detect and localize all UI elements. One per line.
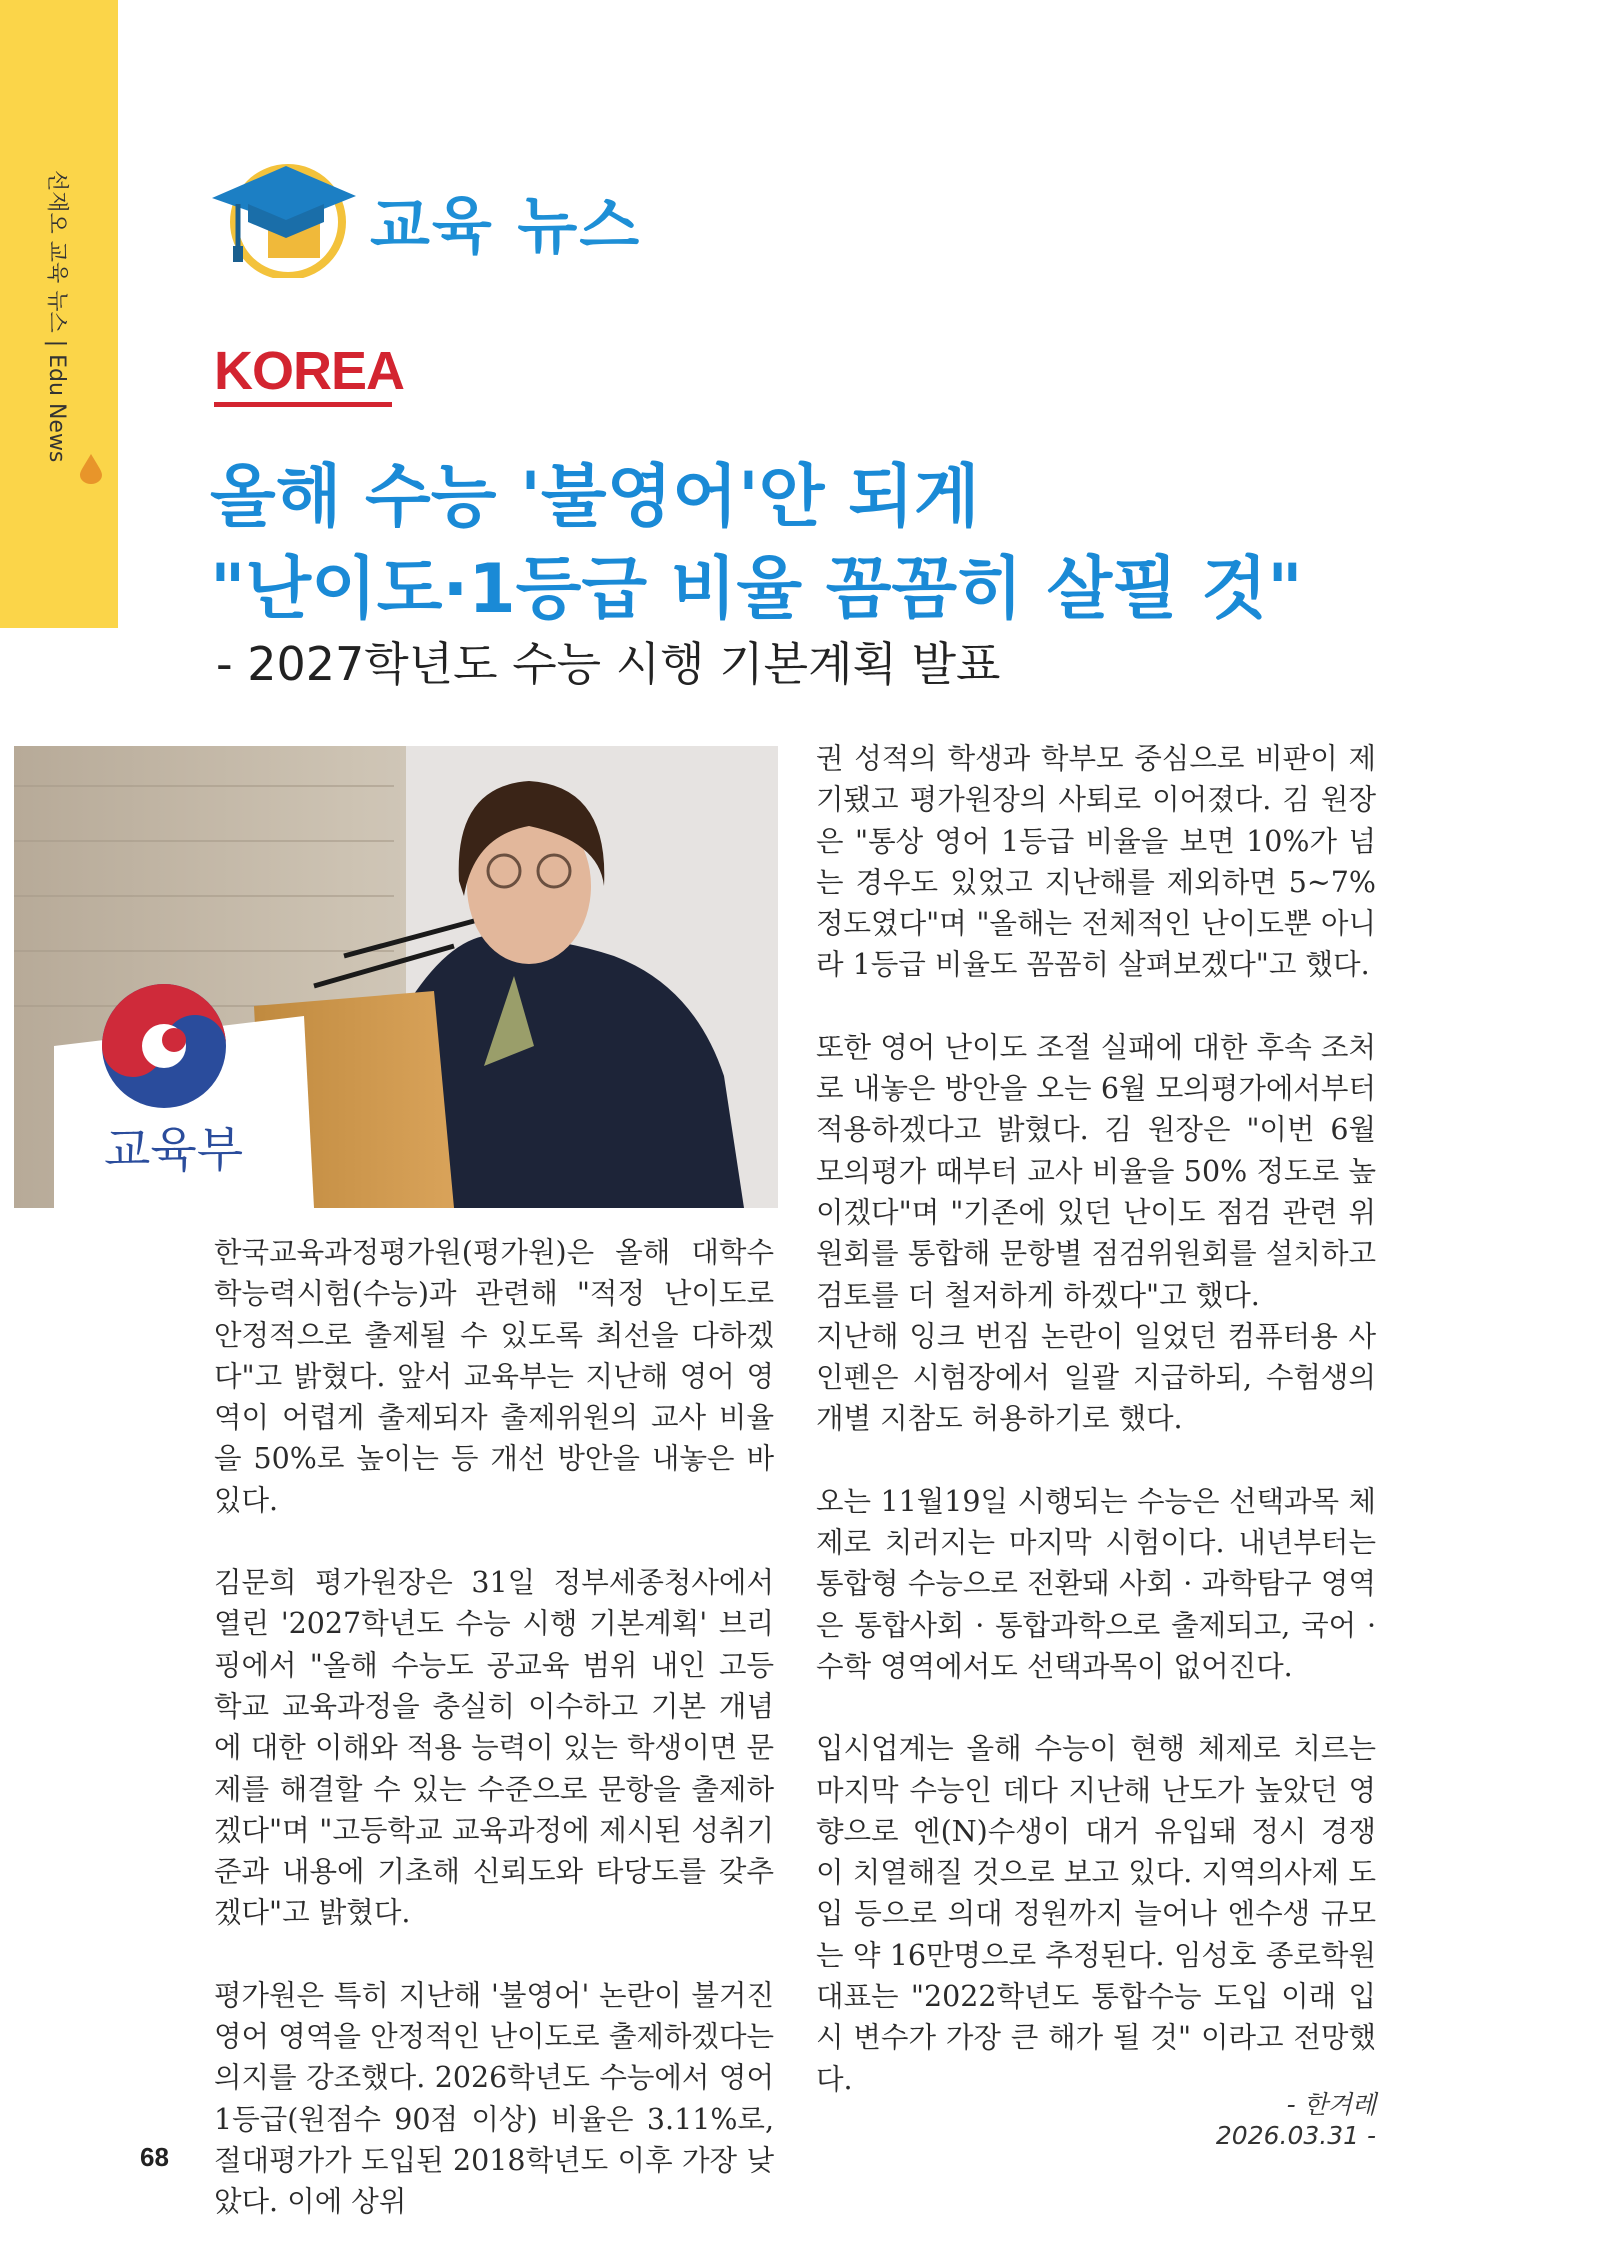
subtitle: - 2027학년도 수능 시행 기본계획 발표 — [216, 637, 1001, 691]
headline — [210, 452, 1510, 636]
paragraph: 오는 11월19일 시행되는 수능은 선택과목 체제로 치러지는 마지막 시험이다. 내년부터는 통합형 수능으로 전환돼 사회 · 과학탐구 영역은 통합사회 · 통합과학으로 출제되고, 국어 · 수학 영역에서도 선택과목이 없어진다. — [816, 1484, 1376, 1683]
paragraph: 김문희 평가원장은 31일 정부세종청사에서 열린 '2027학년도 수능 시행 기본계획' 브리핑에서 "올해 수능도 공교육 범위 내인 고등학교 교육과정을 충실히 이수하고 기본 개념에 대한 이해와 적용 능력이 있는 학생이면 문제를 해결할 수 있는 수준으로 문항을 출제하겠다"며 "고등학교 교육과정에 제시된 성취기준과 내용에 기초해 신뢰도와 타당도를 갖추겠다"고 밝혔다. — [214, 1566, 774, 1930]
article-column-2 — [816, 738, 1376, 2100]
briefing-photo-illustration — [14, 746, 778, 1208]
paragraph: 지난해 잉크 번짐 논란이 일었던 컴퓨터용 사인펜은 시험장에서 일괄 지급하되, 수험생의 개별 지참도 허용하기로 했다. — [816, 1319, 1376, 1436]
section-title: 교육 뉴스 — [370, 189, 642, 262]
article-source: - 한겨레 2026.03.31 - — [1215, 2090, 1376, 2150]
headline-line-1: 올해 수능 '불영어'안 되게 — [210, 458, 980, 537]
drop-logo-icon — [78, 452, 104, 484]
paragraph: 또한 영어 난이도 조절 실패에 대한 후속 조처로 내놓은 방안을 오는 6월 모의평가에서부터 적용하겠다고 밝혔다. 김 원장은 "이번 6월 모의평가 때부터 교사 비율을 50% 정도로 높이겠다"며 "기존에 있던 난이도 점검 관련 위원회를 통합해 문항별 점검위원회를 설치하고 검토를 더 철저하게 하겠다"고 했다. — [816, 1030, 1376, 1312]
headline-line-2: "난이도·1등급 비율 꼼꼼히 살필 것" — [210, 550, 1303, 629]
paragraph: 권 성적의 학생과 학부모 중심으로 비판이 제기됐고 평가원장의 사퇴로 이어졌다. 김 원장은 "통상 영어 1등급 비율을 보면 10%가 넘는 경우도 있었고 지난해를 제외하면 5~7% 정도였다"며 "올해는 전체적인 난이도뿐 아니라 1등급 비율도 꼼꼼히 살펴보겠다"고 했다. — [816, 742, 1376, 982]
paragraph: 평가원은 특히 지난해 '불영어' 논란이 불거진 영어 영역을 안정적인 난이도로 출제하겠다는 의지를 강조했다. 2026학년도 수능에서 영어 1등급(원점수 90점 이상) 비율은 3.11%로, 절대평가가 도입된 2018학년도 이후 가장 낮았다. 이에 상위 — [214, 1978, 774, 2219]
graduation-cap-icon — [208, 158, 358, 278]
article-column-1 — [214, 1232, 774, 2223]
region-label: KOREA — [214, 341, 405, 401]
paragraph: 입시업계는 올해 수능이 현행 체제로 치르는 마지막 수능인 데다 지난해 난도가 높았던 영향으로 엔(N)수생이 대거 유입돼 정시 경쟁이 치열해질 것으로 보고 있다. 지역의사제 도입 등으로 의대 정원까지 늘어나 엔수생 규모는 약 16만명으로 추정된다. 임성호 종로학원 대표는 "2022학년도 통합수능 도입 이래 입시 변수가 가장 큰 해가 될 것" 이라고 전망했다. — [816, 1732, 1376, 2096]
paragraph: 한국교육과정평가원(평가원)은 올해 대학수학능력시험(수능)과 관련해 "적정 난이도로 안정적으로 출제될 수 있도록 최선을 다하겠다"고 밝혔다. 앞서 교육부는 지난해 영어 영역이 어렵게 출제되자 출제위원의 교사 비율을 50%로 높이는 등 개선 방안을 내놓은 바 있다. — [214, 1236, 774, 1517]
podium-text: 교육부 — [104, 1122, 244, 1178]
press-briefing-photo — [14, 746, 778, 1208]
region-underline — [214, 402, 392, 407]
sidebar-label: 선재오 교육 뉴스 | Edu News — [44, 170, 69, 463]
page-number: 68 — [140, 2142, 169, 2172]
